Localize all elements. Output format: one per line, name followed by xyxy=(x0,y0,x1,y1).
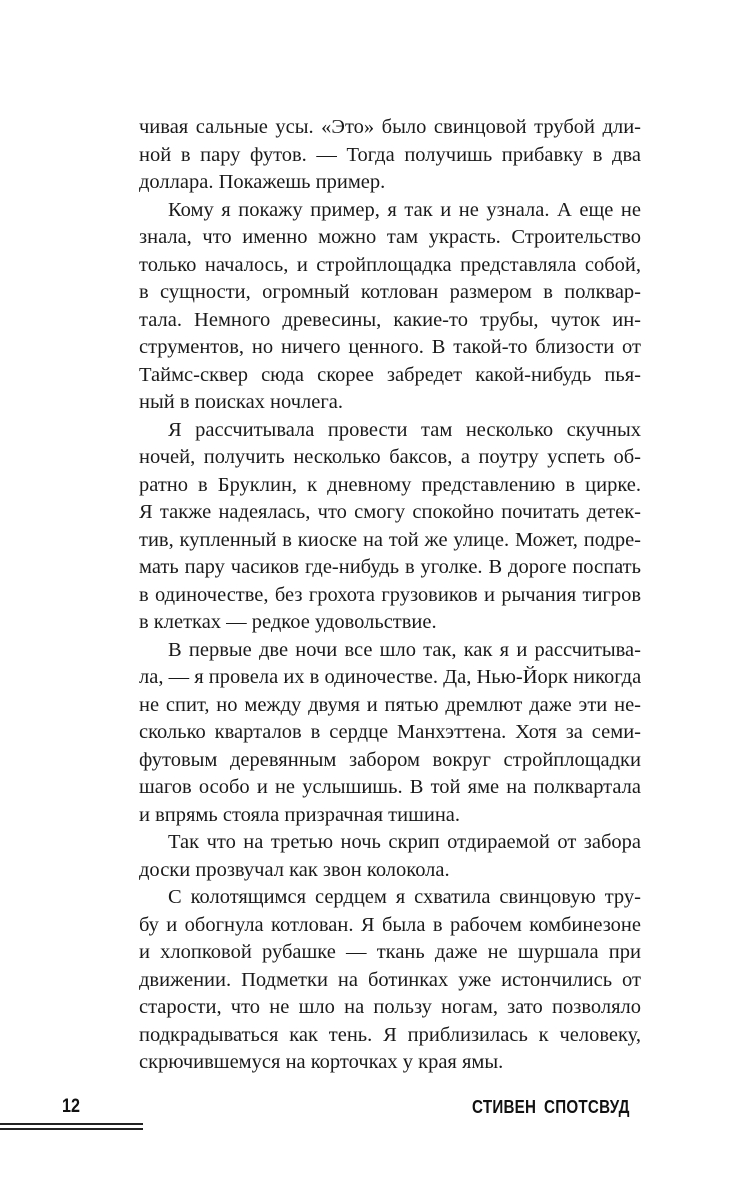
text-line: скрючившемуся на корточках у края ямы. xyxy=(139,1051,504,1073)
text-line: ный в поисках ночлега. xyxy=(139,391,344,413)
text-line: только началось, и стройплощадка представляла собой, xyxy=(139,253,641,276)
footer-rule xyxy=(0,1123,143,1125)
footer-rule xyxy=(0,1128,143,1130)
paragraph xyxy=(139,829,641,884)
text-line: струментов, но ничего ценного. В такой-то близости от xyxy=(139,336,641,358)
text-line: и впрямь стояла призрачная тишина. xyxy=(139,803,461,826)
text-line: Таймс-сквер сюда скорее забредет какой-нибудь пья- xyxy=(139,363,641,386)
text-line: мать пару часиков где-нибудь в уголке. В дороге поспать xyxy=(139,556,641,578)
text-line: чивая сальные усы. «Это» было свинцовой трубой дли- xyxy=(139,116,641,138)
text-line: в сущности, огромный котлован размером в полквар- xyxy=(139,281,641,303)
text-line: Так что на третью ночь скрип отдираемой от забора xyxy=(168,831,641,853)
text-line: футовым деревянным забором вокруг стройплощадки xyxy=(139,748,641,771)
text-line: и хлопковой рубашке — ткань даже не шуршала при xyxy=(139,941,641,963)
text-line: Я рассчитывала провести там несколько скучных xyxy=(168,418,641,441)
paragraph xyxy=(139,884,641,1077)
paragraph xyxy=(139,637,641,830)
text-line: ратно в Бруклин, к дневному представлению в цирке. xyxy=(139,473,641,496)
text-line: сколько кварталов в сердце Манхэттена. Хотя за семи- xyxy=(139,721,641,743)
text-line: знала, что именно можно там украсть. Строительство xyxy=(139,226,641,248)
text-line: ла, — я провела их в одиночестве. Да, Нью-Йорк никогда xyxy=(139,666,641,688)
text-line: тив, купленный в киоске на той же улице. Может, подре- xyxy=(139,528,641,551)
text-line: движении. Подметки на ботинках уже истончились от xyxy=(139,968,641,991)
text-line: доллара. Покажешь пример. xyxy=(139,171,386,193)
text-line: бу и обогнула котлован. Я была в рабочем комбинезоне xyxy=(139,913,641,936)
running-footer-author: СТИВЕН СПОТСВУД xyxy=(472,1096,630,1117)
text-line: ной в пару футов. — Тогда получишь прибавку в два xyxy=(139,143,641,166)
text-line: В первые две ночи все шло так, как я и рассчитыва- xyxy=(168,638,641,661)
paragraph xyxy=(139,417,641,637)
text-line: доски прозвучал как звон колокола. xyxy=(139,858,450,881)
text-line: С колотящимся сердцем я схватила свинцовую тру- xyxy=(168,886,641,908)
text-line: тала. Немного древесины, какие-то трубы, чуток ин- xyxy=(139,308,641,331)
text-line: шагов особо и не услышишь. В той яме на полквартала xyxy=(139,776,641,798)
paragraph xyxy=(139,197,641,417)
text-line: не спит, но между двумя и пятью дремлют даже эти не- xyxy=(139,693,641,716)
text-line: подкрадываться как тень. Я приблизилась к человеку, xyxy=(139,1023,641,1046)
page-number: 12 xyxy=(62,1096,80,1117)
text-line: ночей, получить несколько баксов, а поутру успеть об- xyxy=(139,446,641,468)
body-text xyxy=(139,114,641,1077)
paragraph xyxy=(139,114,641,197)
text-line: в одиночестве, без грохота грузовиков и рычания тигров xyxy=(139,583,641,606)
text-line: в клетках — редкое удовольствие. xyxy=(139,611,437,633)
text-line: Я также надеялась, что смогу спокойно почитать детек- xyxy=(139,501,641,523)
text-line: старости, что не шло на пользу ногам, зато позволяло xyxy=(139,996,641,1018)
text-line: Кому я покажу пример, я так и не узнала. А еще не xyxy=(168,198,641,221)
